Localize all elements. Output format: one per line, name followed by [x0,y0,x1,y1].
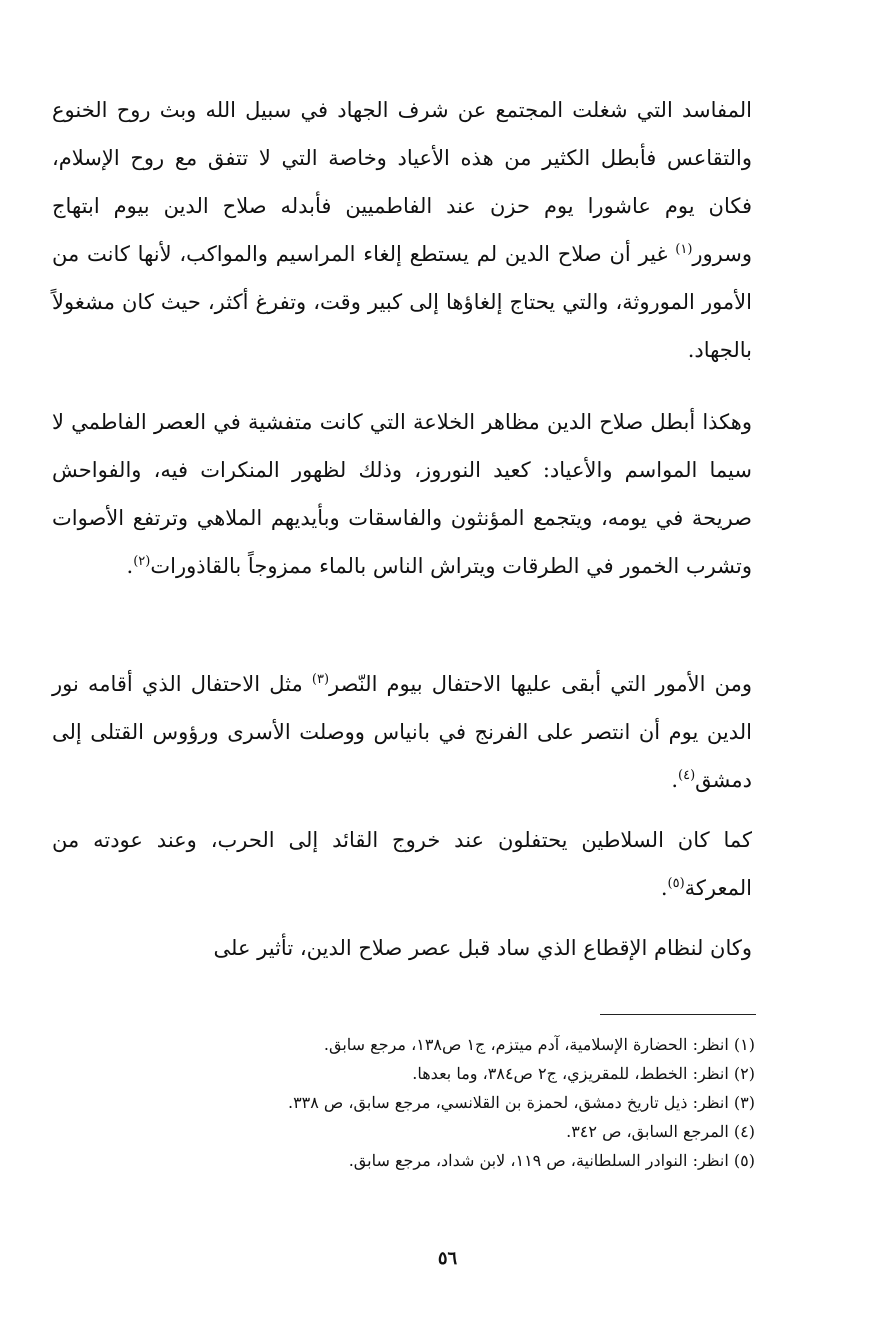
paragraph-3-text-c: . [671,768,678,792]
paragraph-1-text-a: المفاسد التي شغلت المجتمع عن شرف الجهاد في سبيل الله وبث روح الخنوع والتقاعس فأبطل الكثير من هذه الأعياد وخاصة التي لا تتفق مع روح الإسلام، فكان يوم عاشورا يوم حزن عند الفاطميين فأبدله صلاح الدين بيوم ابتهاج وسرور [52,98,752,266]
paragraph-1 [52,86,752,374]
paragraph-3-text-b: مثل الاحتفال الذي أقامه نور الدين يوم أن انتصر على الفرنج في بانياس ووصلت الأسرى ورؤوس القتلى إلى دمشق [52,672,752,792]
footnote-1: (١) انظر: الحضارة الإسلامية، آدم ميتزم، ج١ ص١٣٨، مرجع سابق. [323,1035,755,1054]
paragraph-3-text-a: ومن الأمور التي أبقى عليها الاحتفال بيوم النّصر [329,672,752,696]
paragraph-2-text-b: . [126,554,134,578]
footnote-divider [600,1014,756,1015]
paragraph-5-text-a: وكان لنظام الإقطاع الذي ساد قبل عصر صلاح الدين، تأثير على [213,936,752,960]
footnote-2: (٢) انظر: الخطط، للمقريزي، ج٢ ص٣٨٤، وما بعدها. [412,1064,755,1083]
footnote-5: (٥) انظر: النوادر السلطانية، ص ١١٩، لابن شداد، مرجع سابق. [348,1151,755,1170]
footnotes-list [135,1030,755,1175]
footnote-ref-2: (٢) [133,554,151,569]
paragraph-2-text-a: وهكذا أبطل صلاح الدين مظاهر الخلاعة التي كانت متفشية في العصر الفاطمي لا سيما المواسم والأعياد: كعيد النوروز، وذلك لظهور المنكرات فيه، والفواحش صريحة في يومه، ويتجمع المؤنثون والفاسقات وبأيديهم الملاهي وترتفع الأصوات وتشرب الخمور في الطرقات ويتراش الناس بالماء ممزوجاً بالقاذورات [52,410,752,578]
paragraph-1-text-b: غير أن صلاح الدين لم يستطع إلغاء المراسيم والمواكب، لأنها كانت من الأمور الموروثة، والتي يحتاج إلغاؤها إلى كبير وقت، وتفرغ أكثر، حيث كان مشغولاً بالجهاد. [52,242,752,362]
page-number: ٥٦ [437,1248,458,1269]
footnote-3: (٣) انظر: ذيل تاريخ دمشق، لحمزة بن القلانسي، مرجع سابق، ص ٣٣٨. [287,1093,755,1112]
paragraph-5 [52,924,752,972]
paragraph-4-text-a: كما كان السلاطين يحتفلون عند خروج القائد إلى الحرب، وعند عودته من المعركة [52,828,752,900]
footnote-4: (٤) المرجع السابق، ص ٣٤٢. [566,1122,755,1141]
paragraph-4 [52,816,752,912]
paragraph-3 [52,660,752,804]
footnote-ref-4: (٤) [678,768,696,783]
paragraph-4-text-b: . [660,876,668,900]
footnote-ref-3: (٣) [311,672,330,687]
paragraph-2 [52,398,752,590]
footnote-ref-5: (٥) [667,876,685,891]
footnote-ref-1: (١) [675,242,693,257]
